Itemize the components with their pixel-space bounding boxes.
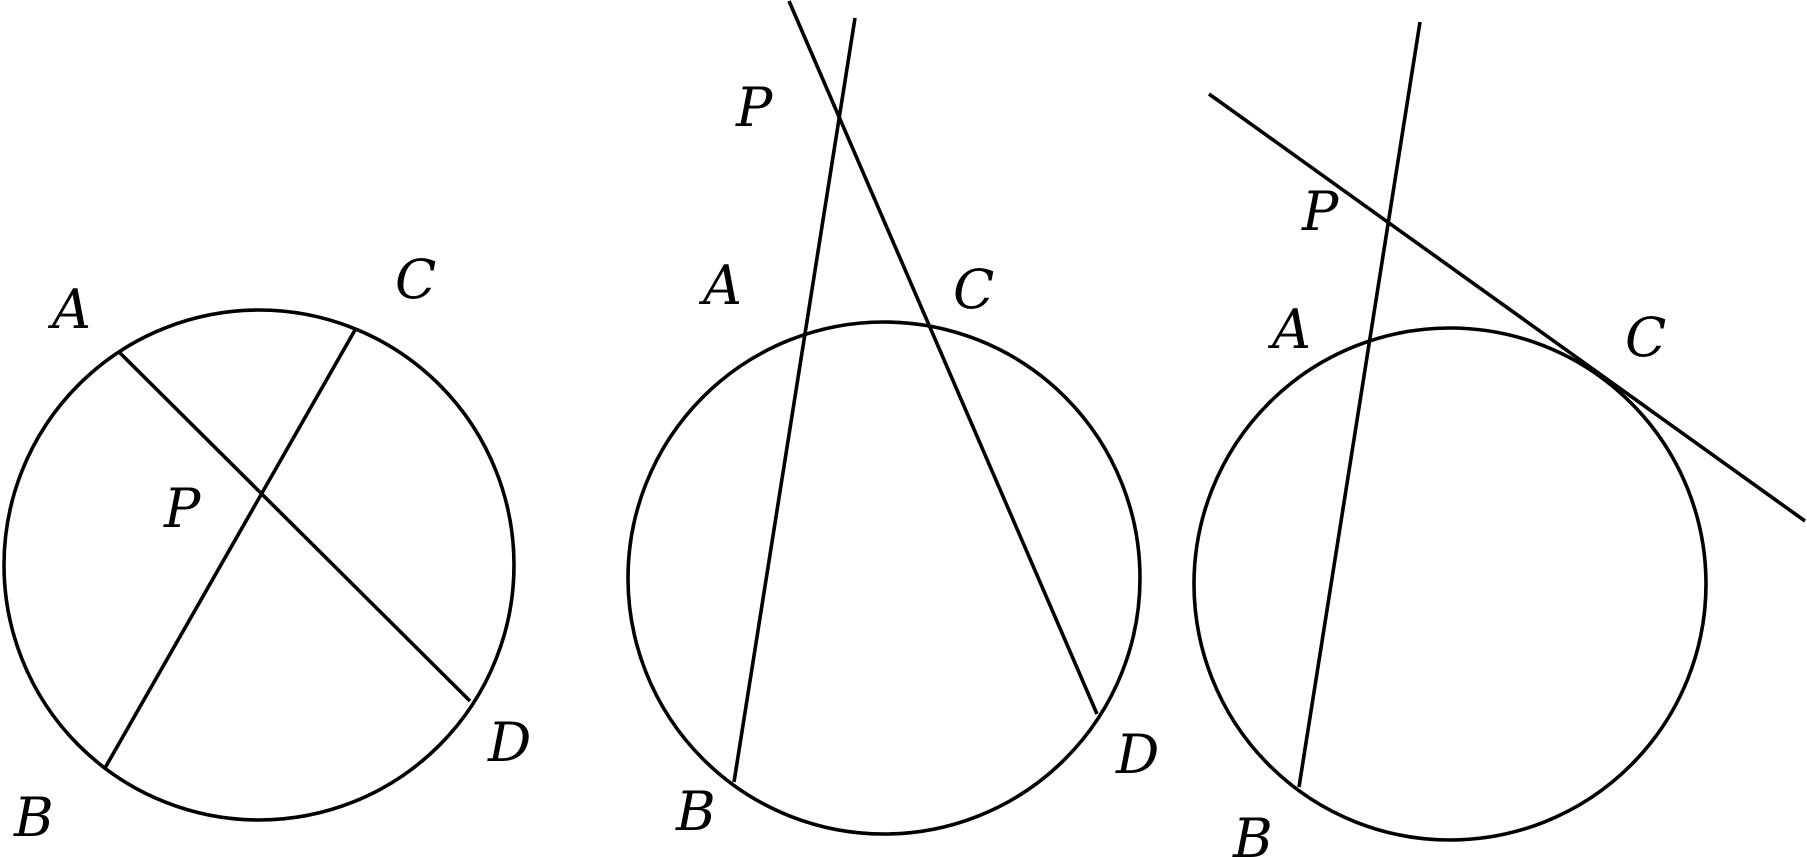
figure-3-label-p: P <box>1302 180 1339 243</box>
figure-1-label-d: D <box>488 711 532 774</box>
figure-1-label-c: C <box>395 248 437 311</box>
figure-3-label-a: A <box>1272 298 1311 361</box>
figure-2-label-d: D <box>1116 723 1160 786</box>
figure-1-label-b: B <box>14 786 54 849</box>
figure-3-circle <box>1194 328 1706 840</box>
figure-1-intersecting-chords <box>4 248 531 849</box>
figure-2-label-a: A <box>703 254 742 317</box>
figure-1-label-a: A <box>52 278 91 341</box>
figure-3-secant-tangent <box>1194 22 1805 857</box>
figure-2-secant-pd <box>789 1 1097 714</box>
figure-2-intersecting-secants <box>628 1 1159 843</box>
figure-2-label-c: C <box>953 258 995 321</box>
figure-3-secant-pb <box>1299 22 1420 787</box>
figure-3-label-b: B <box>1233 807 1273 857</box>
figure-3-label-c: C <box>1625 306 1667 369</box>
figure-2-label-b: B <box>676 780 716 843</box>
figure-2-circle <box>628 322 1140 834</box>
figure-2-label-p: P <box>736 76 773 139</box>
figure-1-circle <box>4 310 514 820</box>
figure-1-label-p: P <box>164 477 201 540</box>
